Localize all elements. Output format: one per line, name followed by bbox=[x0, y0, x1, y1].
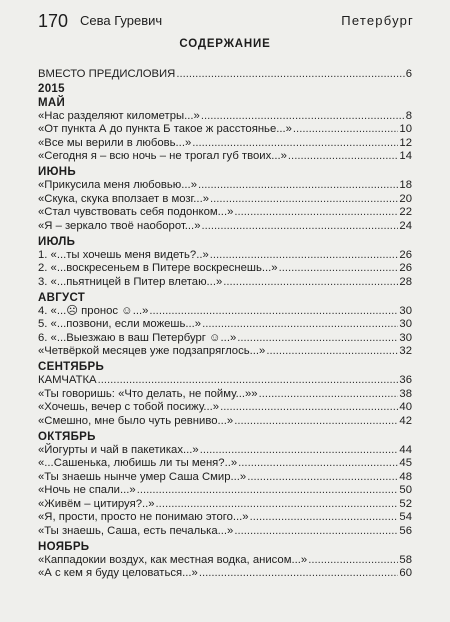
toc-entry[interactable] bbox=[38, 150, 412, 164]
leader-dots bbox=[220, 401, 398, 415]
toc-entry[interactable] bbox=[38, 305, 412, 319]
toc-entry[interactable] bbox=[38, 525, 412, 539]
toc-entry-page: 38 bbox=[399, 387, 412, 400]
author-name: Сева Гуревич bbox=[80, 13, 163, 28]
toc-entry-label: КАМЧАТКА bbox=[38, 374, 97, 386]
month-heading: СЕНТЯБРЬ bbox=[38, 361, 105, 373]
toc-entry-label: «От пункта А до пункта Б такое ж расстоянье...» bbox=[38, 123, 292, 135]
leader-dots bbox=[202, 318, 398, 332]
toc-entry-label: «Сегодня я – всю ночь – не трогал губ твоих...» bbox=[38, 150, 287, 162]
toc-entry-label: «Хочешь, вечер с тобой посижу...» bbox=[38, 401, 220, 413]
toc-entry-page: 32 bbox=[399, 345, 412, 357]
toc-entry[interactable] bbox=[38, 415, 412, 429]
toc-entry-label: «Я – зеркало твоё наоборот...» bbox=[38, 219, 201, 232]
toc-entry-label: 5. «...позвони, если можешь...» bbox=[38, 318, 202, 330]
leader-dots bbox=[308, 554, 398, 568]
toc-entry-label: «Йогурты и чай в пакетиках...» bbox=[38, 443, 199, 456]
toc-entry-label: «Прикусила меня любовью...» bbox=[38, 179, 197, 191]
toc-entry-page: 40 bbox=[399, 401, 412, 413]
toc-entry[interactable] bbox=[38, 193, 412, 207]
toc-entry-page: 28 bbox=[399, 275, 412, 288]
leader-dots bbox=[210, 193, 398, 207]
toc-entry-page: 54 bbox=[399, 511, 412, 523]
toc-entry-page: 60 bbox=[399, 567, 412, 579]
toc-entry[interactable] bbox=[38, 179, 412, 193]
toc-entry-page: 58 bbox=[399, 553, 412, 566]
toc-entry[interactable] bbox=[38, 123, 412, 137]
month-heading: ИЮЛЬ bbox=[38, 235, 76, 248]
toc-entry-page: 26 bbox=[399, 248, 412, 261]
leader-dots bbox=[201, 110, 405, 124]
toc-entry[interactable] bbox=[38, 206, 412, 220]
toc-entry-page: 50 bbox=[399, 484, 412, 496]
toc-entry-page: 45 bbox=[399, 457, 412, 469]
table-of-contents bbox=[38, 68, 412, 581]
page-header bbox=[38, 10, 414, 34]
month-section bbox=[38, 235, 412, 290]
leader-dots bbox=[198, 179, 398, 193]
year-heading: 2015 bbox=[38, 82, 65, 95]
toc-entry-page: 42 bbox=[399, 414, 412, 427]
toc-entry-label: «А с кем я буду целоваться...» bbox=[38, 567, 198, 579]
toc-title: СОДЕРЖАНИЕ bbox=[179, 38, 271, 50]
toc-entry[interactable] bbox=[38, 318, 412, 332]
toc-entry[interactable] bbox=[38, 345, 412, 359]
leader-dots bbox=[266, 345, 398, 359]
toc-entry-page: 24 bbox=[399, 219, 412, 232]
toc-entry[interactable] bbox=[38, 471, 412, 485]
toc-entry-label: ВМЕСТО ПРЕДИСЛОВИЯ bbox=[38, 68, 176, 80]
leader-dots bbox=[288, 150, 399, 164]
toc-entry-page: 14 bbox=[399, 150, 412, 162]
leader-dots bbox=[210, 249, 399, 263]
toc-entry[interactable] bbox=[38, 401, 412, 415]
toc-entry-label: «Скука, скука вползает в мозг...» bbox=[38, 192, 209, 205]
leader-dots bbox=[279, 262, 399, 276]
toc-entry-page: 12 bbox=[399, 136, 412, 149]
toc-entry-label: «Ты знаешь нынче умер Саша Смир...» bbox=[38, 470, 247, 483]
toc-entry-label: «Четвёркой месяцев уже подзапряглось...» bbox=[38, 345, 266, 357]
toc-entry-label: «Нас разделяют километры...» bbox=[38, 109, 200, 122]
month-section bbox=[38, 540, 412, 581]
toc-entry-label: «Ты знаешь, Саша, есть печалька...» bbox=[38, 524, 234, 537]
month-heading: ИЮНЬ bbox=[38, 166, 76, 178]
toc-entry-label: «...Сашенька, любишь ли ты меня?..» bbox=[38, 457, 238, 469]
toc-entry-page: 44 bbox=[399, 443, 412, 456]
toc-entry-page: 30 bbox=[399, 331, 412, 344]
toc-entry-label: «Все мы верили в любовь...» bbox=[38, 136, 192, 149]
toc-entry[interactable] bbox=[38, 554, 412, 568]
toc-entry[interactable] bbox=[38, 511, 412, 525]
header-dashed-rule bbox=[40, 34, 414, 36]
month-section bbox=[38, 96, 412, 164]
toc-entry-page: 18 bbox=[399, 179, 412, 191]
leader-dots bbox=[201, 220, 398, 234]
leader-dots bbox=[200, 444, 399, 458]
toc-entry[interactable] bbox=[38, 262, 412, 276]
leader-dots bbox=[199, 567, 399, 581]
running-title: Петербург bbox=[341, 13, 414, 28]
toc-entry-label: «Стал чувствовать себя подонком...» bbox=[38, 206, 234, 218]
month-sections bbox=[38, 96, 412, 581]
leader-dots bbox=[250, 511, 399, 525]
toc-entry-page: 20 bbox=[399, 192, 412, 205]
toc-entry-label: 3. «...пьятницей в Питер влетаю...» bbox=[38, 275, 223, 288]
leader-dots bbox=[234, 415, 398, 429]
toc-entry[interactable] bbox=[38, 388, 412, 402]
toc-entry[interactable] bbox=[38, 110, 412, 124]
toc-entry-label: «Живём – цитируя?..» bbox=[38, 497, 155, 510]
toc-entry[interactable] bbox=[38, 457, 412, 471]
toc-entry-label: «Ночь не спали...» bbox=[38, 484, 136, 496]
month-heading: НОЯБРЬ bbox=[38, 540, 90, 553]
toc-entry-label: 2. «...воскресеньем в Питере воскреснешь...» bbox=[38, 262, 278, 274]
leader-dots bbox=[247, 471, 398, 485]
leader-dots bbox=[234, 206, 398, 220]
leader-dots bbox=[238, 457, 398, 471]
toc-entry-page: 8 bbox=[405, 109, 412, 122]
month-section bbox=[38, 291, 412, 359]
toc-entry[interactable] bbox=[38, 276, 412, 290]
toc-entry[interactable] bbox=[38, 444, 412, 458]
toc-entry-label: 1. «...ты хочешь меня видеть?..» bbox=[38, 248, 209, 261]
toc-entry[interactable] bbox=[38, 567, 412, 581]
toc-entry-page: 26 bbox=[399, 262, 412, 274]
leader-dots bbox=[192, 137, 398, 151]
toc-entry-label: «Каппадокии воздух, как местная водка, анисом...» bbox=[38, 553, 308, 566]
leader-dots bbox=[259, 388, 399, 402]
toc-entry-page: 52 bbox=[399, 497, 412, 510]
page-number: 170 bbox=[38, 11, 69, 31]
toc-entry-label: «Смешно, мне было чуть ревниво...» bbox=[38, 414, 234, 427]
toc-entry[interactable] bbox=[38, 498, 412, 512]
leader-dots bbox=[237, 332, 398, 346]
month-section bbox=[38, 165, 412, 233]
toc-entry[interactable] bbox=[38, 374, 412, 388]
leader-dots bbox=[176, 68, 404, 82]
toc-entry-page: 36 bbox=[399, 374, 412, 386]
toc-entry-page: 48 bbox=[399, 470, 412, 483]
toc-entry-page: 6 bbox=[405, 68, 412, 80]
toc-entry-page: 10 bbox=[399, 123, 412, 135]
month-heading: МАЙ bbox=[38, 96, 66, 109]
toc-entry-page: 30 bbox=[399, 318, 412, 330]
toc-entry-label: 6. «...Выезжаю в ваш Петербург ☺...» bbox=[38, 331, 237, 344]
leader-dots bbox=[137, 484, 399, 498]
leader-dots bbox=[293, 123, 399, 137]
toc-entry-page: 30 bbox=[399, 304, 412, 317]
toc-entry-preface[interactable] bbox=[38, 68, 412, 82]
leader-dots bbox=[149, 305, 398, 319]
toc-entry[interactable] bbox=[38, 220, 412, 234]
leader-dots bbox=[234, 525, 398, 539]
month-heading: ОКТЯБРЬ bbox=[38, 430, 96, 443]
toc-entry-label: «Я, прости, просто не понимаю этого...» bbox=[38, 511, 249, 523]
toc-entry[interactable] bbox=[38, 249, 412, 263]
toc-entry-label: «Ты говоришь: «Что делать, не пойму...»» bbox=[38, 387, 258, 400]
month-section bbox=[38, 360, 412, 428]
toc-entry-page: 22 bbox=[399, 206, 412, 218]
toc-entry[interactable] bbox=[38, 484, 412, 498]
month-heading: АВГУСТ bbox=[38, 291, 86, 304]
toc-entry-page: 56 bbox=[399, 524, 412, 537]
month-section bbox=[38, 430, 412, 539]
toc-entry[interactable] bbox=[38, 332, 412, 346]
leader-dots bbox=[223, 276, 398, 290]
leader-dots bbox=[98, 374, 399, 388]
toc-entry[interactable] bbox=[38, 137, 412, 151]
leader-dots bbox=[156, 498, 399, 512]
toc-entry-label: 4. «...☹ пронос ☺...» bbox=[38, 304, 149, 317]
